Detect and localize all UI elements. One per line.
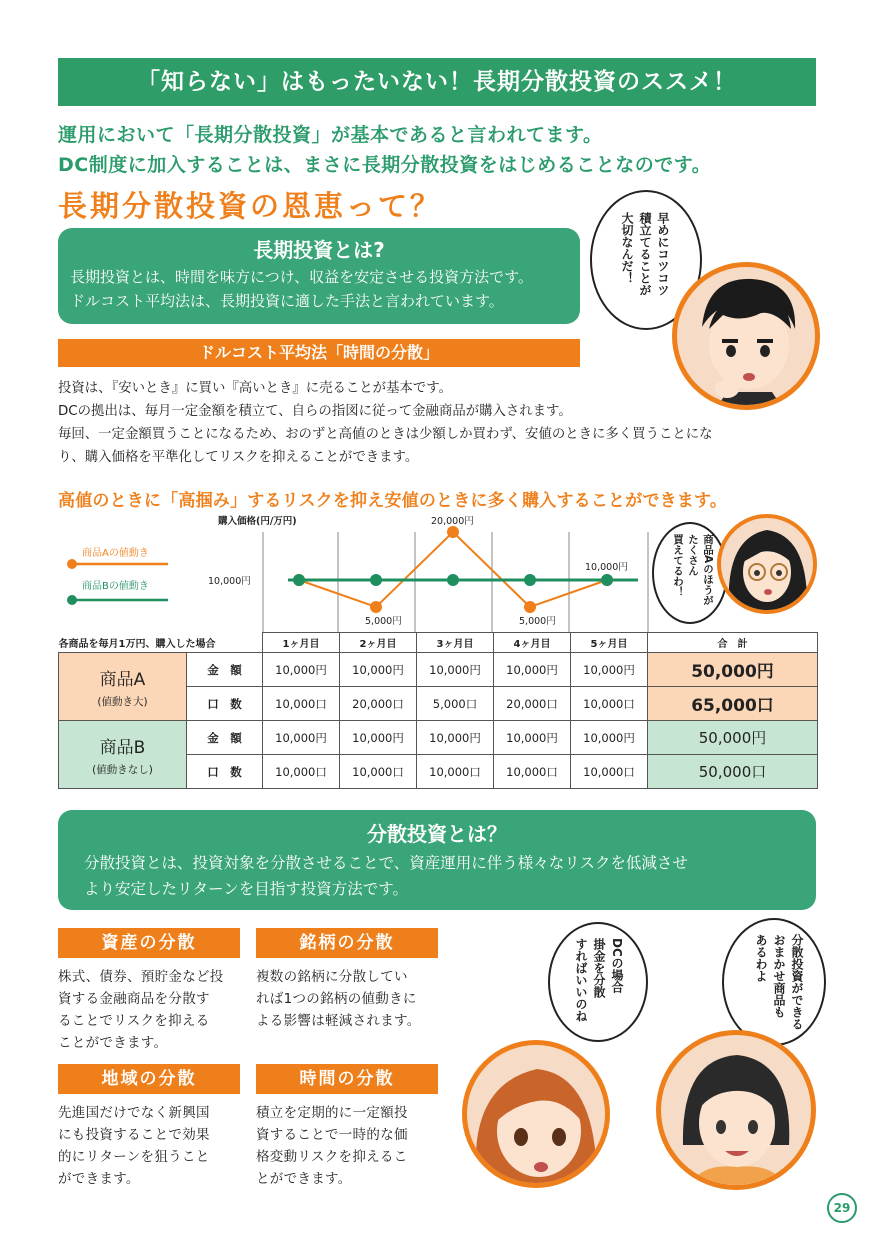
card-time-title: 時間の分散 [256, 1064, 438, 1094]
product-a-units-2: 20,000口 [340, 687, 417, 721]
product-a-units-3: 5,000口 [417, 687, 494, 721]
card-asset [58, 928, 240, 1054]
product-b-sub: (値動きなし) [92, 763, 153, 776]
purchase-table [58, 632, 818, 789]
man-avatar [672, 262, 820, 410]
product-a-amount-total: 50,000円 [648, 653, 818, 687]
page-number: 29 [827, 1193, 857, 1223]
dollar-cost-line-1: 投資は、『安いとき』に買い『高いとき』に売ることが基本です。 [58, 381, 452, 396]
product-b-amount-label: 金 額 [187, 721, 263, 755]
month-header-1: 1ヶ月目 [263, 633, 340, 653]
product-a-amount-label: 金 額 [187, 653, 263, 687]
product-b-amount-1: 10,000円 [263, 721, 340, 755]
product-b-units-1: 10,000口 [263, 755, 340, 789]
right-woman-avatar [656, 1030, 816, 1190]
long-term-title: 長期投資とは? [253, 238, 385, 262]
right-woman-illustration-icon [661, 1035, 811, 1185]
bubble-glasses-line-1: 商品Aのほうが [702, 534, 714, 606]
diversify-line-2: より安定したリターンを目指す投資方法です。 [84, 880, 408, 898]
table-caption: 各商品を毎月1万円、購入した場合 [58, 638, 216, 650]
month-header-4: 4ヶ月目 [494, 633, 571, 653]
series-point-b-4 [524, 574, 536, 586]
product-b-units-total: 50,000口 [648, 755, 818, 789]
dollar-cost-line-4: り、購入価格を平準化してリスクを抑えることができます。 [58, 450, 419, 465]
card-brand-line-2: れば1つの銘柄の値動きに [256, 991, 417, 1007]
card-brand-line-1: 複数の銘柄に分散してい [256, 969, 408, 985]
legend-b-label: 商品Bの値動き [82, 581, 149, 592]
card-region-line-2: にも投資することで効果 [58, 1127, 210, 1143]
product-a-amount-3: 10,000円 [417, 653, 494, 687]
series-point-b-2 [370, 574, 382, 586]
diversify-line-1: 分散投資とは、投資対象を分散させることで、資産運用に伴う様々なリスクを低減させ [84, 854, 688, 872]
card-region-line-3: 的にリターンを狙うこと [58, 1149, 210, 1165]
month-header-2: 2ヶ月目 [340, 633, 417, 653]
card-brand-line-3: よる影響は軽減されます。 [256, 1013, 421, 1029]
diversify-title: 分散投資とは？ [367, 822, 507, 846]
series-point-a-3 [447, 526, 459, 538]
bubble-man-line-3: 大切なんだ！ [620, 212, 634, 284]
card-time [256, 1064, 438, 1190]
series-point-b-5 [601, 574, 613, 586]
product-b-amount-4: 10,000円 [494, 721, 571, 755]
product-a-amount-5: 10,000円 [571, 653, 648, 687]
card-asset-line-1: 株式、債券、預貯金など投 [58, 969, 224, 985]
left-woman-illustration-icon [467, 1045, 607, 1185]
dollar-cost-title: ドルコスト平均法「時間の分散」 [58, 339, 580, 367]
product-a-sub: (値動き大) [97, 695, 148, 708]
bubble-man-line-1: 早めにコツコツ [656, 212, 670, 296]
card-asset-title: 資産の分散 [58, 928, 240, 958]
speech-bubble-right-woman [722, 918, 826, 1046]
product-a-units-total: 65,000口 [648, 687, 818, 721]
card-time-line-2: 資することで一時的な価 [256, 1127, 408, 1143]
card-asset-line-3: ることでリスクを抑える [58, 1013, 210, 1029]
page-banner: 「知らない」はもったいない！長期分散投資のススメ！ [58, 58, 816, 106]
bubble-left-line-1: DCの場合 [610, 938, 624, 993]
card-brand [256, 928, 438, 1032]
card-region-line-1: 先進国だけでなく新興国 [58, 1105, 210, 1121]
card-region-line-4: ができます。 [58, 1171, 140, 1187]
bubble-man-line-2: 積立てることが [638, 212, 652, 296]
diversify-box [58, 810, 816, 910]
product-b-units-label: 口 数 [187, 755, 263, 789]
speech-bubble-left-woman [548, 922, 648, 1042]
product-a-units-1: 10,000口 [263, 687, 340, 721]
series-point-b-1 [293, 574, 305, 586]
bubble-right-line-1: 分散投資ができる [790, 934, 804, 1030]
left-woman-avatar [462, 1040, 610, 1188]
long-term-line-2: ドルコスト平均法は、長期投資に適した手法と言われています。 [70, 292, 504, 310]
product-a-units-5: 10,000口 [571, 687, 648, 721]
product-a-amount-1: 10,000円 [263, 653, 340, 687]
glasses-woman-avatar [717, 514, 817, 614]
lead-line-1: 運用において「長期分散投資」が基本であると言われてます。 [58, 124, 603, 146]
product-b-amount-total: 50,000円 [648, 721, 818, 755]
series-point-b-3 [447, 574, 459, 586]
highlight-statement: 高値のときに「高掴み」するリスクを抑え安値のときに多く購入することができます。 [58, 491, 728, 511]
chart-ytick: 10,000円 [208, 576, 251, 587]
long-term-line-1: 長期投資とは、時間を味方につけ、収益を安定させる投資方法です。 [70, 268, 533, 286]
long-term-box [58, 228, 580, 324]
series-line-a [299, 532, 607, 607]
card-time-line-1: 積立を定期的に一定額投 [256, 1105, 408, 1121]
card-region [58, 1064, 240, 1190]
total-header: 合 計 [648, 633, 818, 653]
series-point-a-4 [524, 601, 536, 613]
section-title: 長期分散投資の恩恵って？ [58, 189, 443, 223]
card-region-title: 地域の分散 [58, 1064, 240, 1094]
product-b-units-3: 10,000口 [417, 755, 494, 789]
point-label-p3: 20,000円 [431, 516, 474, 527]
bubble-left-line-3: すればいいのね [574, 938, 588, 1022]
bubble-right-line-2: おまかせ商品も [772, 934, 786, 1018]
product-b-cell [59, 721, 187, 789]
legend-b-marker [67, 595, 77, 605]
lead-line-2: DC制度に加入することは、まさに長期分散投資をはじめることなのです。 [58, 154, 712, 176]
speech-bubble-glasses [652, 522, 728, 624]
product-b-units-2: 10,000口 [340, 755, 417, 789]
product-b-units-4: 10,000口 [494, 755, 571, 789]
series-point-a-2 [370, 601, 382, 613]
product-a-amount-2: 10,000円 [340, 653, 417, 687]
card-asset-line-4: ことができます。 [58, 1035, 168, 1051]
card-time-line-3: 格変動リスクを抑えるこ [256, 1149, 408, 1165]
month-header-3: 3ヶ月目 [417, 633, 494, 653]
product-b-amount-3: 10,000円 [417, 721, 494, 755]
card-brand-title: 銘柄の分散 [256, 928, 438, 958]
dollar-cost-line-3: 毎回、一定金額買うことになるため、おのずと高値のときは少額しか買わず、安値のときに多く買うことにな [58, 427, 713, 442]
point-label-p4: 5,000円 [519, 616, 556, 627]
product-b-amount-5: 10,000円 [571, 721, 648, 755]
card-asset-line-2: 資する金融商品を分散す [58, 991, 210, 1007]
product-a-amount-4: 10,000円 [494, 653, 571, 687]
product-a-units-4: 20,000口 [494, 687, 571, 721]
month-header-5: 5ヶ月目 [571, 633, 648, 653]
man-illustration-icon [677, 267, 817, 407]
card-time-line-4: とができます。 [256, 1171, 352, 1187]
dollar-cost-line-2: DCの拠出は、毎月一定金額を積立て、自らの指図に従って金融商品が購入されます。 [58, 404, 572, 419]
bubble-right-line-3: あるわよ [754, 934, 768, 982]
product-a-name: 商品A [99, 669, 146, 690]
product-b-units-5: 10,000口 [571, 755, 648, 789]
point-label-p5: 10,000円 [585, 562, 628, 573]
product-b-name: 商品B [99, 737, 146, 758]
bubble-glasses-line-2: たくさん [687, 534, 699, 576]
legend-a-label: 商品Aの値動き [82, 548, 149, 559]
bubble-left-line-2: 掛金を分散 [592, 938, 606, 998]
legend-a-marker [67, 559, 77, 569]
product-a-units-label: 口 数 [187, 687, 263, 721]
product-a-cell [59, 653, 187, 721]
point-label-p2: 5,000円 [365, 616, 402, 627]
product-b-amount-2: 10,000円 [340, 721, 417, 755]
glasses-woman-illustration-icon [721, 518, 813, 610]
bubble-glasses-line-3: 買えてるわ！ [672, 534, 684, 597]
chart-ylabel: 購入価格(円/万円) [218, 516, 297, 527]
